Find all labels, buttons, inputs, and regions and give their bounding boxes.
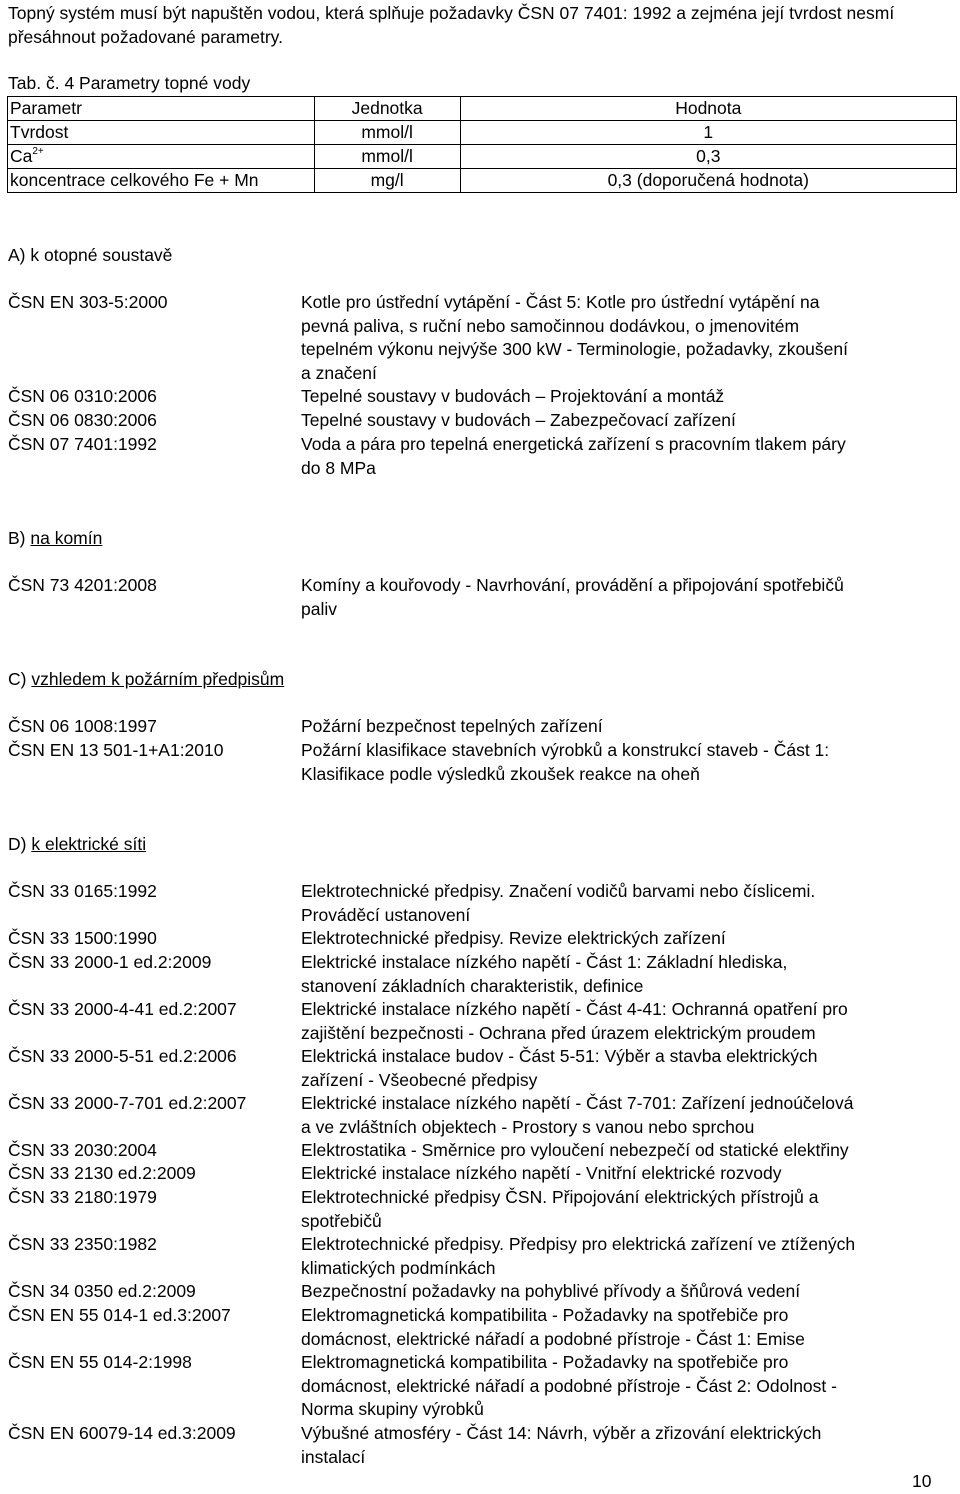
standard-code: ČSN 33 2130 ed.2:2009 (8, 1163, 196, 1183)
standard-code: ČSN 33 1500:1990 (8, 928, 157, 948)
description-line: Klasifikace podle výsledků zkoušek reakce na oheň (301, 763, 700, 784)
table-caption (8, 72, 250, 96)
header-unit: Jednotka (314, 97, 460, 121)
section-b-title: na komín (30, 528, 103, 548)
description-line: Elektrotechnické předpisy. Revize elektrických zařízení (301, 928, 726, 948)
section-c-prefix: C) (8, 669, 27, 689)
standard-description (301, 433, 960, 480)
cell-unit: mmol/l (314, 121, 460, 145)
standard-description (301, 1092, 960, 1139)
standard-code: ČSN 73 4201:2008 (8, 575, 157, 595)
description-line: Elektromagnetická kompatibilita - Požadavky na spotřebiče pro (301, 1352, 789, 1372)
standard-code: ČSN EN 303-5:2000 (8, 292, 168, 312)
section-c-heading (8, 668, 284, 692)
cell-parameter-base: Ca (10, 146, 33, 166)
standard-description (301, 1422, 960, 1469)
standard-code: ČSN EN 55 014-1 ed.3:2007 (8, 1305, 231, 1325)
standard-code: ČSN 33 2000-7-701 ed.2:2007 (8, 1093, 247, 1113)
section-d-heading (8, 833, 146, 857)
description-line: Bezpečnostní požadavky na pohyblivé přívody a šňůrová vedení (301, 1281, 801, 1301)
standard-description (301, 1045, 960, 1092)
description-line: Elektrotechnické předpisy. Předpisy pro elektrická zařízení ve ztížených (301, 1234, 856, 1254)
description-line: tepelném výkonu nejvýše 300 kW - Terminologie, požadavky, zkoušení (301, 339, 848, 359)
description-line: Výbušné atmosféry - Část 14: Návrh, výběr a zřizování elektrických (301, 1423, 822, 1443)
description-line: spotřebičů (301, 1210, 382, 1231)
description-line: Elektrotechnické předpisy ČSN. Připojování elektrických přístrojů a (301, 1187, 819, 1207)
description-line: Kotle pro ústřední vytápění - Část 5: Kotle pro ústřední vytápění na (301, 292, 820, 312)
cell-value: 0,3 (doporučená hodnota) (460, 169, 956, 193)
section-b-heading (8, 527, 102, 551)
standard-description (301, 1233, 960, 1280)
standard-code: ČSN 06 0830:2006 (8, 410, 157, 430)
description-line: klimatických podmínkách (301, 1257, 496, 1278)
table-row (8, 169, 957, 193)
standard-description (301, 1162, 960, 1186)
table-caption-prefix: Tab. č. (8, 73, 60, 93)
standard-code: ČSN 06 0310:2006 (8, 386, 157, 406)
standard-code: ČSN 34 0350 ed.2:2009 (8, 1281, 196, 1301)
cell-unit: mmol/l (314, 145, 460, 169)
standard-description (301, 1186, 960, 1233)
table-header-row (8, 97, 957, 121)
description-line: Komíny a kouřovody - Navrhování, provádění a připojování spotřebičů (301, 575, 844, 595)
cell-value: 1 (460, 121, 956, 145)
standard-description (301, 880, 960, 927)
standard-description (301, 1280, 960, 1304)
cell-parameter-superscript: 2+ (32, 146, 44, 157)
description-line: pevná paliva, s ruční nebo samočinnou dodávkou, o jmenovitém (301, 315, 800, 336)
standard-description (301, 291, 960, 385)
standard-code: ČSN 33 2000-4-41 ed.2:2007 (8, 999, 237, 1019)
section-d-prefix: D) (8, 834, 27, 854)
table-caption-title: 4 Parametry topné vody (64, 73, 251, 93)
description-line: Požární klasifikace stavebních výrobků a konstrukcí staveb - Část 1: (301, 740, 830, 760)
description-line: Elektromagnetická kompatibilita - Požadavky na spotřebiče pro (301, 1305, 789, 1325)
description-line: Voda a pára pro tepelná energetická zařízení s pracovním tlakem páry (301, 434, 846, 454)
description-line: Požární bezpečnost tepelných zařízení (301, 716, 603, 736)
cell-parameter (8, 145, 315, 169)
cell-parameter: Tvrdost (8, 121, 315, 145)
description-line: do 8 MPa (301, 457, 376, 478)
description-line: a značení (301, 362, 377, 383)
cell-value: 0,3 (460, 145, 956, 169)
section-c-title: vzhledem k požárním předpisům (31, 669, 285, 689)
standard-code: ČSN EN 60079-14 ed.3:2009 (8, 1423, 236, 1443)
description-line: Elektrostatika - Směrnice pro vyloučení nebezpečí od statické elektřiny (301, 1140, 849, 1160)
description-line: Elektrické instalace nízkého napětí - Část 7-701: Zařízení jednoúčelová (301, 1093, 854, 1113)
standard-code: ČSN EN 55 014-2:1998 (8, 1352, 192, 1372)
cell-unit: mg/l (314, 169, 460, 193)
cell-parameter: koncentrace celkového Fe + Mn (8, 169, 315, 193)
description-line: instalací (301, 1446, 366, 1467)
standard-description (301, 927, 960, 951)
header-value: Hodnota (460, 97, 956, 121)
standard-code: ČSN 33 2180:1979 (8, 1187, 157, 1207)
description-line: paliv (301, 598, 337, 619)
description-line: Tepelné soustavy v budovách – Projektování a montáž (301, 386, 725, 406)
standard-description (301, 739, 960, 786)
standard-description (301, 574, 960, 621)
description-line: Elektrotechnické předpisy. Značení vodičů barvami nebo číslicemi. (301, 881, 816, 901)
table-row (8, 145, 957, 169)
description-line: Prováděcí ustanovení (301, 904, 471, 925)
description-line: domácnost, elektrické nářadí a podobné přístroje - Část 2: Odolnost - (301, 1375, 837, 1396)
standard-description (301, 998, 960, 1045)
section-a-heading: A) k otopné soustavě (8, 245, 173, 265)
standard-description (301, 951, 960, 998)
description-line: Elektrická instalace budov - Část 5-51: Výběr a stavba elektrických (301, 1046, 818, 1066)
standard-description (301, 715, 960, 739)
standard-code: ČSN EN 13 501-1+A1:2010 (8, 740, 224, 760)
intro-paragraph: Topný systém musí být napuštěn vodou, která splňuje požadavky ČSN 07 7401: 1992 a zejména její tvrdost nesmí přesáhnout požadované parametry. (8, 3, 895, 47)
standard-code: ČSN 33 2350:1982 (8, 1234, 157, 1254)
description-line: Norma skupiny výrobků (301, 1399, 484, 1419)
description-line: stanovení základních charakteristik, definice (301, 975, 644, 996)
standard-code: ČSN 33 2000-1 ed.2:2009 (8, 952, 212, 972)
description-line: zařízení - Všeobecné předpisy (301, 1069, 538, 1090)
standard-description (301, 1139, 960, 1163)
section-b-prefix: B) (8, 528, 26, 548)
standard-code: ČSN 33 0165:1992 (8, 881, 157, 901)
description-line: Tepelné soustavy v budovách – Zabezpečovací zařízení (301, 410, 736, 430)
description-line: Elektrické instalace nízkého napětí - Část 4-41: Ochranná opatření pro (301, 999, 848, 1019)
water-parameters-table (7, 96, 957, 193)
standard-code: ČSN 07 7401:1992 (8, 434, 157, 454)
standard-description (301, 385, 960, 409)
description-line: a ve zvláštních objektech - Prostory s vanou nebo sprchou (301, 1116, 755, 1137)
standard-code: ČSN 33 2000-5-51 ed.2:2006 (8, 1046, 237, 1066)
standard-description (301, 1351, 960, 1422)
standard-code: ČSN 33 2030:2004 (8, 1140, 157, 1160)
page-number: 10 (912, 1471, 932, 1491)
description-line: Elektrické instalace nízkého napětí - Vnitřní elektrické rozvody (301, 1163, 782, 1183)
description-line: Elektrické instalace nízkého napětí - Část 1: Základní hlediska, (301, 952, 788, 972)
table-row (8, 121, 957, 145)
standard-description (301, 409, 960, 433)
standard-description (301, 1304, 960, 1351)
standard-code: ČSN 06 1008:1997 (8, 716, 157, 736)
description-line: zajištění bezpečnosti - Ochrana před úrazem elektrickým proudem (301, 1022, 816, 1043)
description-line: domácnost, elektrické nářadí a podobné přístroje - Část 1: Emise (301, 1328, 805, 1349)
section-d-title: k elektrické síti (31, 834, 147, 854)
header-parameter: Parametr (8, 97, 315, 121)
